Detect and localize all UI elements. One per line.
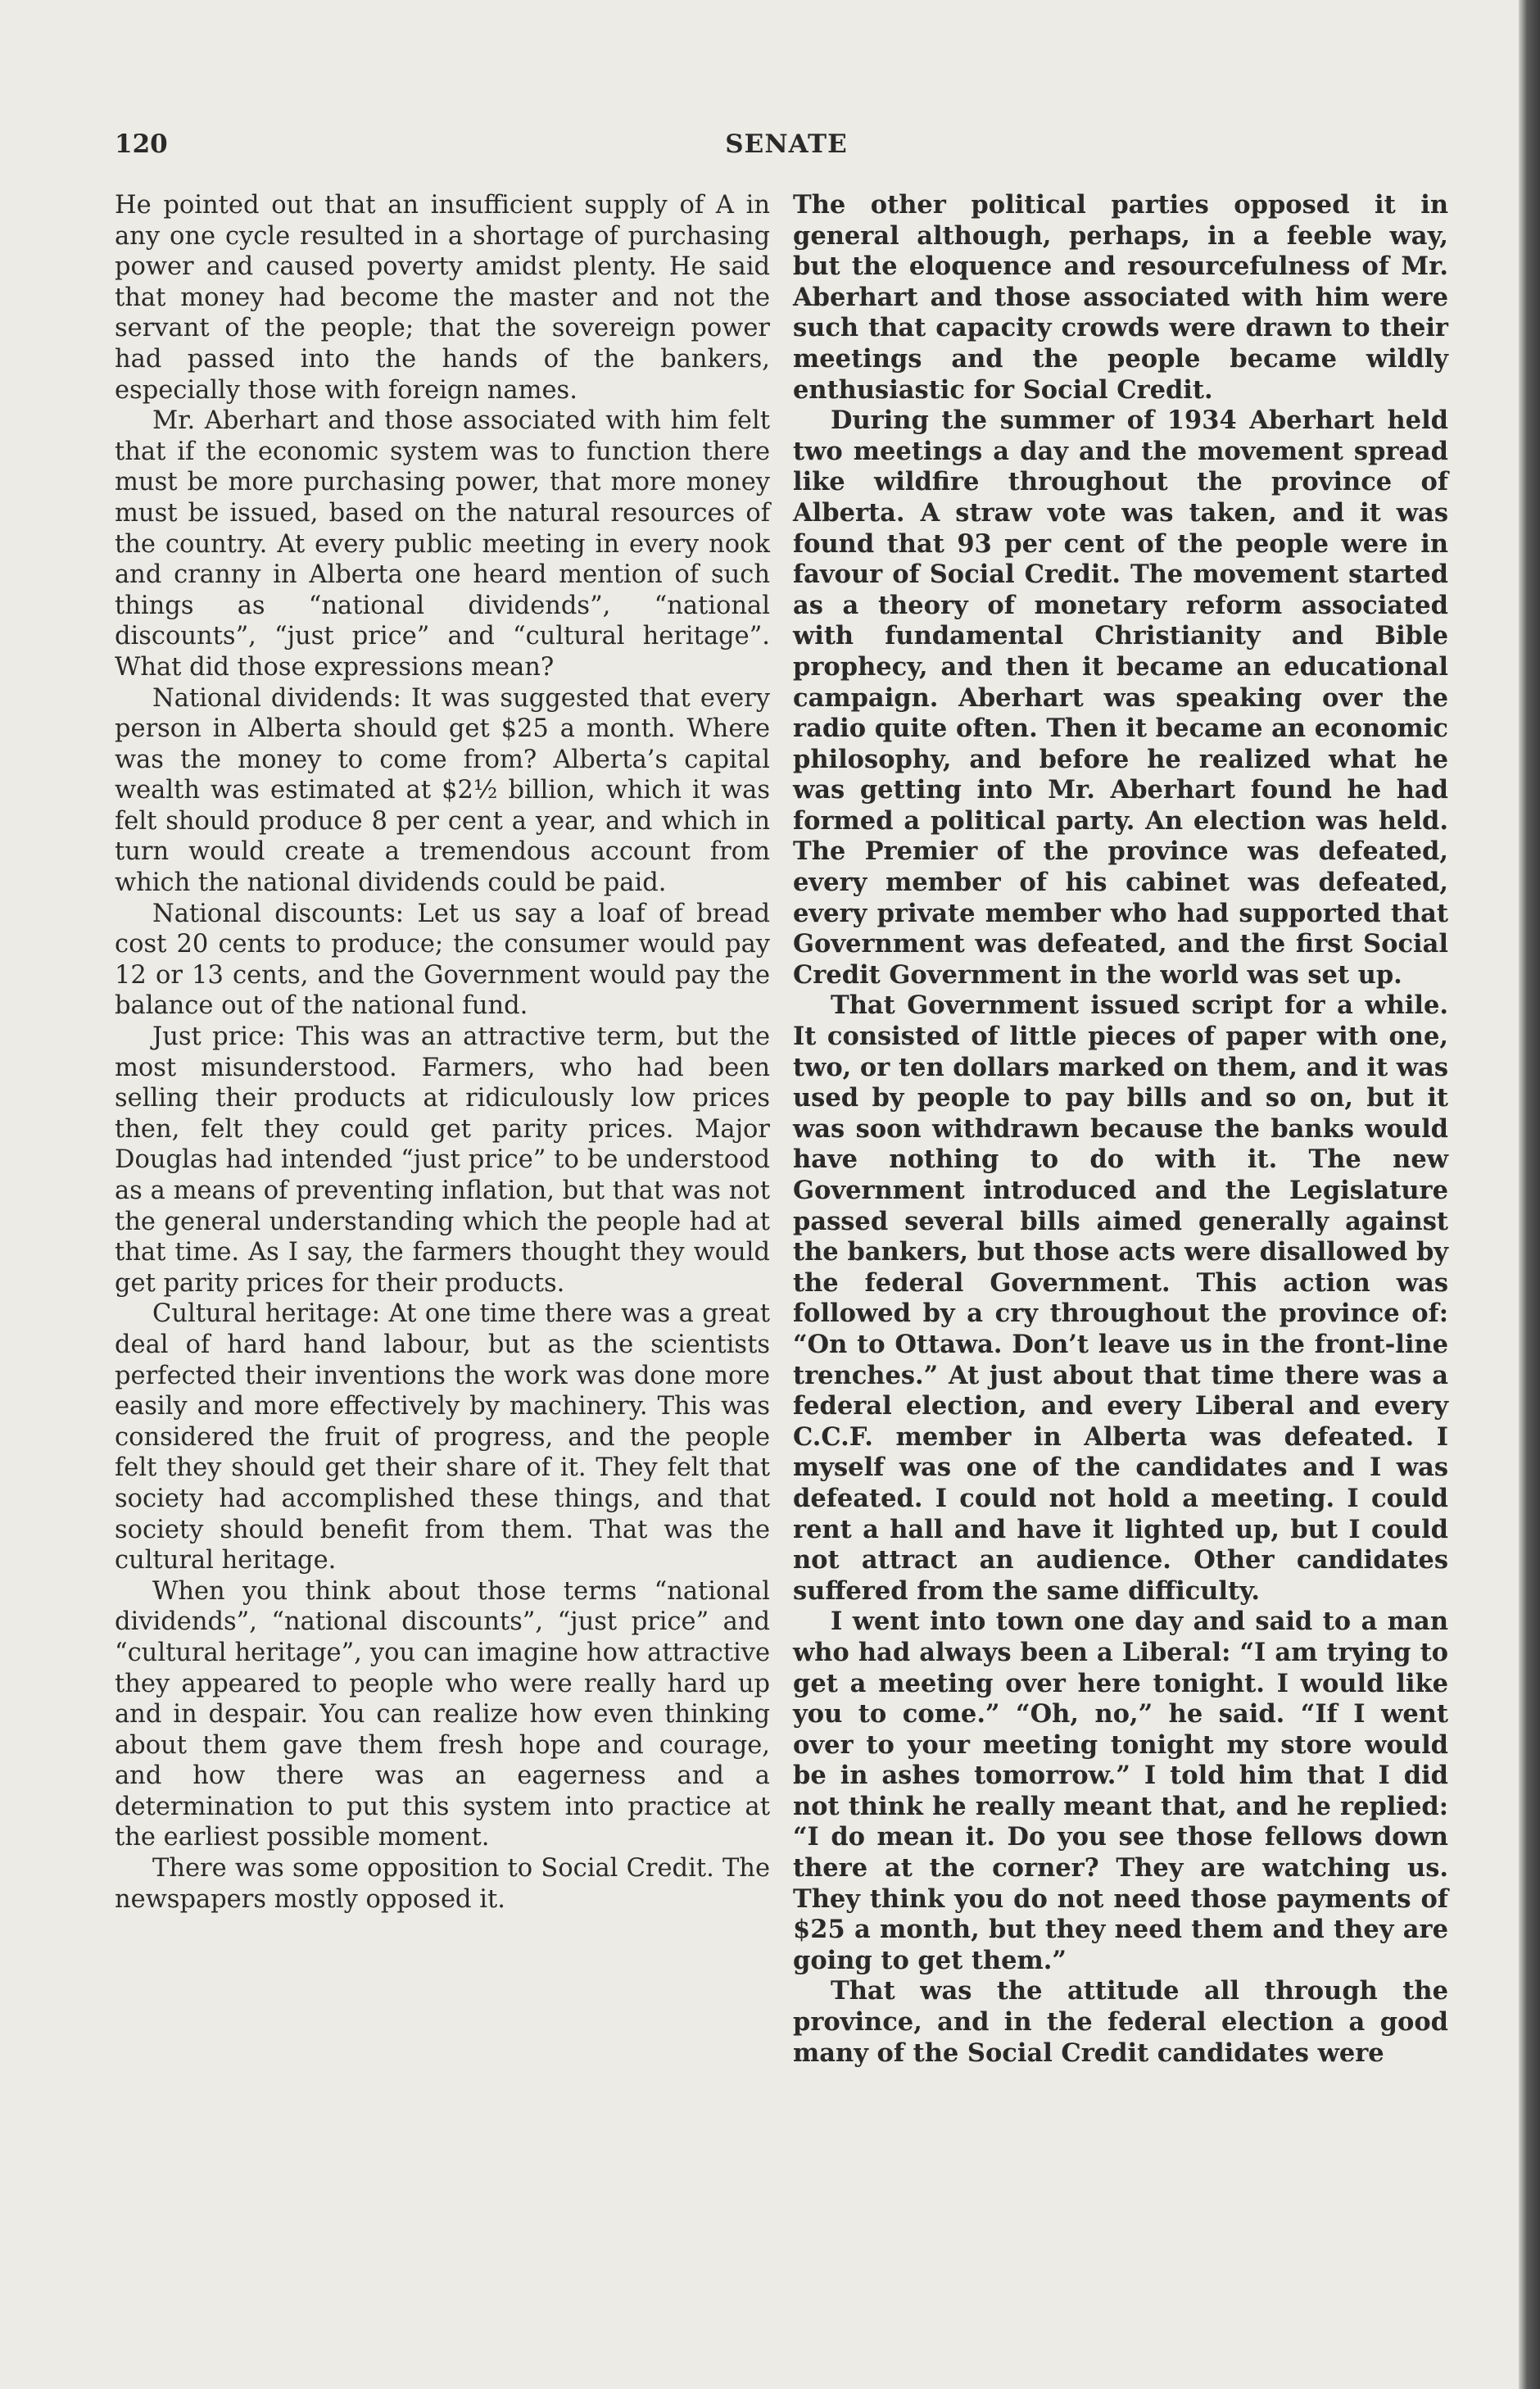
paragraph: National dividends: It was suggested that every person in Alberta should get $25 a month. Where was the money to come from? Alberta’s capital wealth was estimated at $2½ billion, which it was felt should produce 8 per cent a year, and which in turn would create a tremendous account from which the national dividends could be paid. [115, 683, 770, 898]
paragraph: National discounts: Let us say a loaf of bread cost 20 cents to produce; the consumer would pay 12 or 13 cents, and the Government would pay the balance out of the national fund. [115, 899, 770, 1021]
paragraph: I went into town one day and said to a man who had always been a Liberal: “I am trying to get a meeting over here tonight. I would like you to come.” “Oh, no,” he said. “If I went over to your meeting tonight my store would be in ashes tomorrow.” I told him that I did not think he really meant that, and he replied: “I do mean it. Do you see those fellows down there at the corner? They are watching us. They think you do not need those payments of $25 a month, but they need them and they are going to get them.” [793, 1607, 1448, 1975]
right-column [793, 190, 1448, 2069]
page-number: 120 [115, 129, 168, 159]
paragraph: That Government issued script for a while. It consisted of little pieces of paper with one, two, or ten dollars marked on them, and it was used by people to pay bills and so on, but it was soon withdrawn because the banks would have nothing to do with it. The new Government introduced and the Legislature passed several bills aimed generally against the bankers, but those acts were disallowed by the federal Government. This action was followed by a cry throughout the province of: “On to Ottawa. Don’t leave us in the front-line trenches.” At just about that time there was a federal election, and every Liberal and every C.C.F. member in Alberta was defeated. I myself was one of the candidates and I was defeated. I could not hold a meeting. I could rent a hall and have it lighted up, but I could not attract an audience. Other candidates suffered from the same difficulty. [793, 991, 1448, 1606]
paragraph: Cultural heritage: At one time there was a great deal of hard hand labour, but as the scientists perfected their inventions the work was done more easily and more effectively by machinery. This was considered the fruit of progress, and the people felt they should get their share of it. They felt that society had accomplished these things, and that society should benefit from them. That was the cultural heritage. [115, 1299, 770, 1575]
paragraph: Just price: This was an attractive term, but the most misunderstood. Farmers, who had been selling their products at ridiculously low prices then, felt they could get parity prices. Major Douglas had intended “just price” to be understood as a means of preventing inflation, but that was not the general understanding which the people had at that time. As I say, the farmers thought they would get parity prices for their products. [115, 1022, 770, 1298]
paragraph: There was some opposition to Social Credit. The newspapers mostly opposed it. [115, 1854, 770, 1914]
left-column [115, 190, 770, 1915]
paragraph: When you think about those terms “national dividends”, “national discounts”, “just price” and “cultural heritage”, you can imagine how attractive they appeared to people who were really hard up and in despair. You can realize how even thinking about them gave them fresh hope and courage, and how there was an eagerness and a determination to put this system into practice at the earliest possible moment. [115, 1576, 770, 1852]
page-edge-shadow [1519, 0, 1540, 2389]
paragraph: The other political parties opposed it in general although, perhaps, in a feeble way, but the eloquence and resourcefulness of Mr. Aberhart and those associated with him were such that capacity crowds were drawn to their meetings and the people became wildly enthusiastic for Social Credit. [793, 190, 1448, 405]
paragraph: During the summer of 1934 Aberhart held two meetings a day and the movement spread like wildfire throughout the province of Alberta. A straw vote was taken, and it was found that 93 per cent of the people were in favour of Social Credit. The movement started as a theory of monetary reform associated with fundamental Christianity and Bible prophecy, and then it became an educational campaign. Aberhart was speaking over the radio quite often. Then it became an economic philosophy, and before he realized what he was getting into Mr. Aberhart found he had formed a political party. An election was held. The Premier of the province was defeated, every member of his cabinet was defeated, every private member who had supported that Government was defeated, and the first Social Credit Government in the world was set up. [793, 406, 1448, 990]
paragraph: Mr. Aberhart and those associated with him felt that if the economic system was to function there must be more purchasing power, that more money must be issued, based on the natural resources of the country. At every public meeting in every nook and cranny in Alberta one heard mention of such things as “national dividends”, “national discounts”, “just price” and “cultural heritage”. What did those expressions mean? [115, 406, 770, 682]
paragraph: That was the attitude all through the province, and in the federal election a good many of the Social Credit candidates were [793, 1976, 1448, 2068]
running-head: SENATE [725, 129, 848, 159]
paragraph: He pointed out that an insufficient supply of A in any one cycle resulted in a shortage of purchasing power and caused poverty amidst plenty. He said that money had become the master and not the servant of the people; that the sovereign power had passed into the hands of the bankers, especially those with foreign names. [115, 191, 770, 405]
page-header [115, 129, 1458, 165]
